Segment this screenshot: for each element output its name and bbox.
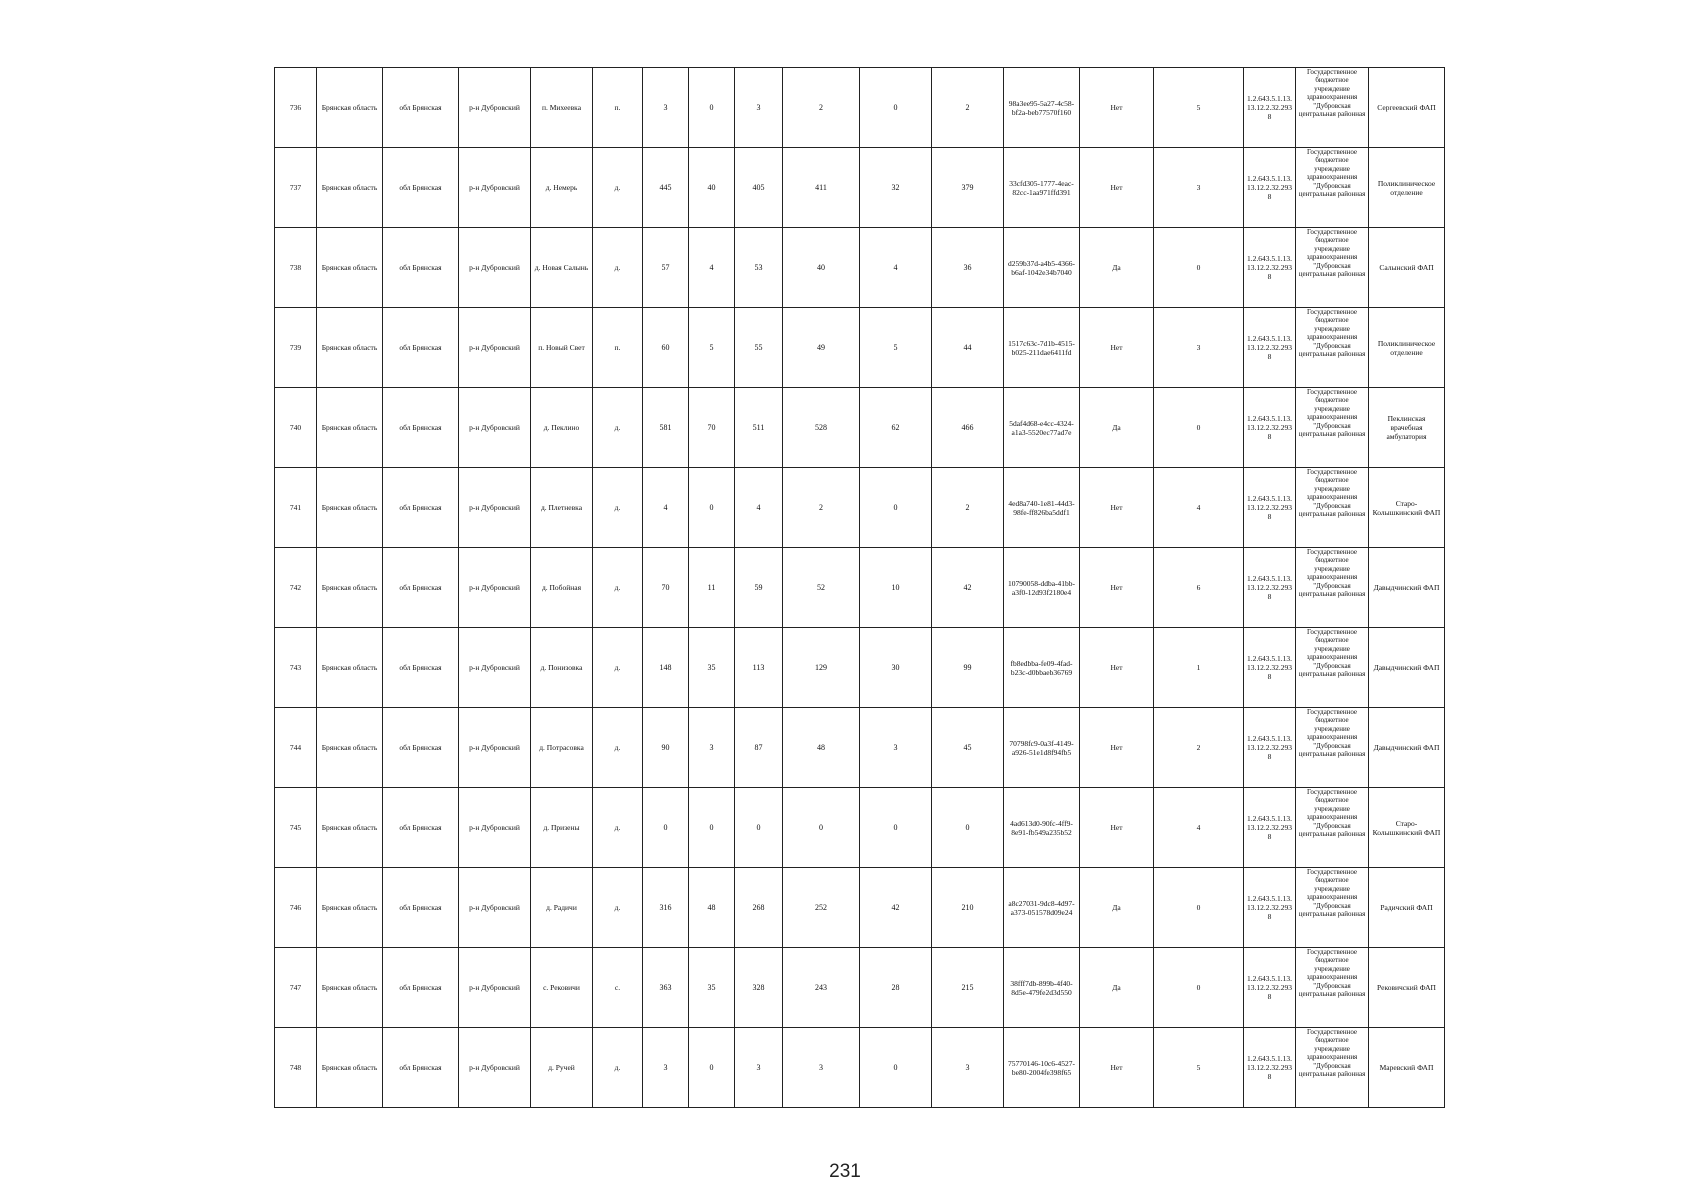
cell-attached-children: 28 [860,948,932,1028]
cell-distance: 1 [1154,628,1244,708]
cell-attached-total: 2 [783,468,860,548]
cell-population-adults: 3 [735,1028,783,1108]
cell-district: р-н Дубровский [459,388,531,468]
cell-attached-adults: 0 [932,788,1004,868]
table-row [275,788,1445,868]
cell-distance: 4 [1154,788,1244,868]
cell-organization: Государственное бюджетное учреждение здравоохранения "Дубровская центральная районная [1296,628,1369,708]
cell-population-total: 3 [643,1028,689,1108]
cell-population-children: 0 [689,468,735,548]
cell-row-number: 748 [275,1028,317,1108]
cell-region: Брянская область [317,1028,383,1108]
cell-district: р-н Дубровский [459,68,531,148]
cell-attached-total: 52 [783,548,860,628]
table-row [275,1028,1445,1108]
cell-settlement-type: д. [593,148,643,228]
cell-attached-adults: 45 [932,708,1004,788]
cell-attached-adults: 99 [932,628,1004,708]
cell-population-adults: 4 [735,468,783,548]
cell-population-children: 3 [689,708,735,788]
table-row [275,868,1445,948]
cell-fias-guid: 38fff7db-899b-4f40-8d5e-479fe2d3d550 [1004,948,1080,1028]
table-row [275,388,1445,468]
cell-attached-children: 32 [860,148,932,228]
cell-region-short: обл Брянская [383,148,459,228]
cell-settlement-type: д. [593,788,643,868]
cell-population-adults: 55 [735,308,783,388]
cell-has-facility: Да [1080,388,1154,468]
cell-region-short: обл Брянская [383,788,459,868]
cell-population-total: 581 [643,388,689,468]
cell-region: Брянская область [317,788,383,868]
cell-organization: Государственное бюджетное учреждение здравоохранения "Дубровская центральная районная [1296,148,1369,228]
table-row [275,708,1445,788]
cell-population-total: 70 [643,548,689,628]
cell-population-adults: 328 [735,948,783,1028]
cell-fias-guid: 1517c63c-7d1b-4515-b025-211dae6411fd [1004,308,1080,388]
table-row [275,468,1445,548]
cell-distance: 0 [1154,948,1244,1028]
cell-attached-children: 0 [860,468,932,548]
cell-attached-total: 243 [783,948,860,1028]
cell-fias-guid: 75770146-10c6-4527-be80-2004fe398f65 [1004,1028,1080,1108]
cell-attached-adults: 379 [932,148,1004,228]
cell-distance: 5 [1154,68,1244,148]
cell-region: Брянская область [317,548,383,628]
cell-settlement-type: д. [593,388,643,468]
cell-facility-name: Давыдчинский ФАП [1369,708,1445,788]
cell-has-facility: Нет [1080,148,1154,228]
cell-population-children: 5 [689,308,735,388]
cell-row-number: 738 [275,228,317,308]
cell-facility-name: Поликлиническое отделение [1369,148,1445,228]
cell-attached-adults: 3 [932,1028,1004,1108]
cell-attached-adults: 44 [932,308,1004,388]
cell-population-total: 148 [643,628,689,708]
cell-has-facility: Нет [1080,548,1154,628]
cell-population-total: 90 [643,708,689,788]
cell-row-number: 741 [275,468,317,548]
cell-distance: 5 [1154,1028,1244,1108]
cell-attached-children: 0 [860,788,932,868]
cell-facility-name: Старо-Колышкинский ФАП [1369,468,1445,548]
cell-attached-adults: 215 [932,948,1004,1028]
cell-population-adults: 3 [735,68,783,148]
cell-population-children: 4 [689,228,735,308]
cell-settlement-type: д. [593,1028,643,1108]
cell-attached-adults: 2 [932,68,1004,148]
table-row [275,628,1445,708]
cell-population-adults: 268 [735,868,783,948]
cell-population-total: 363 [643,948,689,1028]
cell-population-children: 48 [689,868,735,948]
cell-facility-oid: 1.2.643.5.1.13.13.12.2.32.2938 [1244,628,1296,708]
cell-attached-children: 30 [860,628,932,708]
cell-attached-total: 0 [783,788,860,868]
cell-settlement: д. Радичи [531,868,593,948]
cell-attached-total: 411 [783,148,860,228]
cell-organization: Государственное бюджетное учреждение здравоохранения "Дубровская центральная районная [1296,948,1369,1028]
cell-attached-total: 49 [783,308,860,388]
cell-attached-children: 0 [860,68,932,148]
cell-region-short: обл Брянская [383,388,459,468]
cell-organization: Государственное бюджетное учреждение здравоохранения "Дубровская центральная районная [1296,468,1369,548]
cell-population-children: 35 [689,948,735,1028]
cell-region-short: обл Брянская [383,308,459,388]
cell-attached-children: 5 [860,308,932,388]
cell-organization: Государственное бюджетное учреждение здравоохранения "Дубровская центральная районная [1296,228,1369,308]
table-row [275,948,1445,1028]
cell-distance: 0 [1154,868,1244,948]
cell-population-adults: 0 [735,788,783,868]
cell-row-number: 746 [275,868,317,948]
cell-attached-total: 528 [783,388,860,468]
cell-district: р-н Дубровский [459,1028,531,1108]
cell-row-number: 747 [275,948,317,1028]
cell-organization: Государственное бюджетное учреждение здравоохранения "Дубровская центральная районная [1296,788,1369,868]
cell-facility-name: Давыдчинский ФАП [1369,628,1445,708]
cell-settlement: с. Рековичи [531,948,593,1028]
cell-attached-total: 129 [783,628,860,708]
cell-region: Брянская область [317,228,383,308]
cell-attached-total: 252 [783,868,860,948]
cell-facility-name: Сергеевский ФАП [1369,68,1445,148]
cell-population-adults: 53 [735,228,783,308]
cell-region: Брянская область [317,468,383,548]
cell-region: Брянская область [317,388,383,468]
cell-settlement: д. Ручей [531,1028,593,1108]
cell-organization: Государственное бюджетное учреждение здравоохранения "Дубровская центральная районная [1296,708,1369,788]
cell-organization: Государственное бюджетное учреждение здравоохранения "Дубровская центральная районная [1296,1028,1369,1108]
cell-has-facility: Нет [1080,468,1154,548]
cell-settlement-type: д. [593,468,643,548]
cell-row-number: 745 [275,788,317,868]
cell-facility-oid: 1.2.643.5.1.13.13.12.2.32.2938 [1244,468,1296,548]
cell-facility-oid: 1.2.643.5.1.13.13.12.2.32.2938 [1244,308,1296,388]
cell-distance: 6 [1154,548,1244,628]
cell-distance: 0 [1154,388,1244,468]
cell-district: р-н Дубровский [459,628,531,708]
cell-attached-children: 3 [860,708,932,788]
cell-settlement: д. Плетневка [531,468,593,548]
cell-facility-oid: 1.2.643.5.1.13.13.12.2.32.2938 [1244,708,1296,788]
cell-attached-total: 2 [783,68,860,148]
cell-region-short: обл Брянская [383,68,459,148]
cell-region-short: обл Брянская [383,948,459,1028]
cell-population-children: 70 [689,388,735,468]
cell-population-total: 0 [643,788,689,868]
cell-facility-oid: 1.2.643.5.1.13.13.12.2.32.2938 [1244,788,1296,868]
cell-has-facility: Нет [1080,308,1154,388]
cell-region-short: обл Брянская [383,868,459,948]
cell-population-total: 445 [643,148,689,228]
cell-facility-name: Давыдчинский ФАП [1369,548,1445,628]
cell-district: р-н Дубровский [459,548,531,628]
cell-settlement: д. Пеклино [531,388,593,468]
cell-facility-oid: 1.2.643.5.1.13.13.12.2.32.2938 [1244,548,1296,628]
cell-region-short: обл Брянская [383,1028,459,1108]
cell-facility-oid: 1.2.643.5.1.13.13.12.2.32.2938 [1244,1028,1296,1108]
cell-row-number: 737 [275,148,317,228]
table-row [275,228,1445,308]
cell-fias-guid: 33cfd305-1777-4eac-82cc-1aa971ffd391 [1004,148,1080,228]
cell-organization: Государственное бюджетное учреждение здравоохранения "Дубровская центральная районная [1296,548,1369,628]
cell-population-children: 0 [689,68,735,148]
cell-has-facility: Нет [1080,708,1154,788]
cell-fias-guid: 10790058-ddba-41bb-a3f0-12d93f2180e4 [1004,548,1080,628]
cell-settlement: д. Потрасовка [531,708,593,788]
cell-facility-name: Салынский ФАП [1369,228,1445,308]
cell-region: Брянская область [317,148,383,228]
cell-distance: 4 [1154,468,1244,548]
cell-settlement: д. Немерь [531,148,593,228]
cell-row-number: 743 [275,628,317,708]
cell-facility-oid: 1.2.643.5.1.13.13.12.2.32.2938 [1244,228,1296,308]
cell-organization: Государственное бюджетное учреждение здравоохранения "Дубровская центральная районная [1296,308,1369,388]
cell-has-facility: Да [1080,868,1154,948]
cell-population-children: 0 [689,788,735,868]
cell-population-adults: 113 [735,628,783,708]
table-body [275,68,1445,1108]
cell-region-short: обл Брянская [383,228,459,308]
cell-region: Брянская область [317,68,383,148]
cell-district: р-н Дубровский [459,228,531,308]
settlement-register-table [274,67,1445,1108]
cell-fias-guid: fb8edbba-fe09-4fad-b23c-d0bbaeb36769 [1004,628,1080,708]
cell-row-number: 736 [275,68,317,148]
cell-organization: Государственное бюджетное учреждение здравоохранения "Дубровская центральная районная [1296,388,1369,468]
cell-row-number: 740 [275,388,317,468]
cell-settlement: п. Новый Свет [531,308,593,388]
cell-region: Брянская область [317,868,383,948]
cell-attached-adults: 36 [932,228,1004,308]
cell-settlement: д. Понизовка [531,628,593,708]
cell-attached-adults: 42 [932,548,1004,628]
cell-attached-children: 4 [860,228,932,308]
cell-district: р-н Дубровский [459,308,531,388]
cell-region: Брянская область [317,708,383,788]
cell-population-total: 316 [643,868,689,948]
cell-settlement: п. Михеевка [531,68,593,148]
cell-population-adults: 511 [735,388,783,468]
table-row [275,148,1445,228]
cell-settlement: д. Побойная [531,548,593,628]
cell-distance: 3 [1154,308,1244,388]
cell-population-total: 3 [643,68,689,148]
cell-has-facility: Нет [1080,788,1154,868]
cell-district: р-н Дубровский [459,868,531,948]
cell-attached-total: 40 [783,228,860,308]
cell-facility-name: Пеклинская врачебная амбулатория [1369,388,1445,468]
cell-district: р-н Дубровский [459,468,531,548]
cell-region-short: обл Брянская [383,468,459,548]
cell-facility-oid: 1.2.643.5.1.13.13.12.2.32.2938 [1244,868,1296,948]
cell-population-total: 60 [643,308,689,388]
cell-population-children: 0 [689,1028,735,1108]
cell-fias-guid: 98a3ee95-5a27-4c58-bf2a-beb77570f160 [1004,68,1080,148]
cell-settlement-type: д. [593,628,643,708]
cell-fias-guid: 5daf4d68-e4cc-4324-a1a3-5520ec77ad7e [1004,388,1080,468]
cell-has-facility: Нет [1080,68,1154,148]
cell-settlement-type: д. [593,708,643,788]
cell-settlement-type: п. [593,308,643,388]
cell-settlement-type: д. [593,868,643,948]
cell-fias-guid: a8c27031-9dc8-4d97-a373-051578d09e24 [1004,868,1080,948]
cell-settlement: д. Новая Салынь [531,228,593,308]
cell-row-number: 742 [275,548,317,628]
register-table-container [274,67,1445,1108]
cell-has-facility: Да [1080,228,1154,308]
cell-region-short: обл Брянская [383,548,459,628]
cell-distance: 3 [1154,148,1244,228]
cell-population-total: 57 [643,228,689,308]
cell-region: Брянская область [317,948,383,1028]
cell-attached-adults: 2 [932,468,1004,548]
cell-population-adults: 405 [735,148,783,228]
cell-distance: 0 [1154,228,1244,308]
cell-has-facility: Нет [1080,1028,1154,1108]
cell-facility-name: Поликлиническое отделение [1369,308,1445,388]
cell-facility-name: Старо-Колышкинский ФАП [1369,788,1445,868]
cell-population-children: 35 [689,628,735,708]
cell-population-adults: 87 [735,708,783,788]
cell-population-adults: 59 [735,548,783,628]
cell-settlement-type: д. [593,548,643,628]
cell-population-total: 4 [643,468,689,548]
cell-has-facility: Да [1080,948,1154,1028]
cell-district: р-н Дубровский [459,708,531,788]
cell-attached-total: 48 [783,708,860,788]
cell-attached-children: 42 [860,868,932,948]
table-row [275,68,1445,148]
cell-organization: Государственное бюджетное учреждение здравоохранения "Дубровская центральная районная [1296,68,1369,148]
cell-settlement-type: с. [593,948,643,1028]
table-row [275,548,1445,628]
cell-fias-guid: 4ad613d0-90fc-4ff9-8e91-fb549a235b52 [1004,788,1080,868]
cell-population-children: 11 [689,548,735,628]
cell-distance: 2 [1154,708,1244,788]
cell-population-children: 40 [689,148,735,228]
cell-attached-children: 62 [860,388,932,468]
cell-facility-oid: 1.2.643.5.1.13.13.12.2.32.2938 [1244,388,1296,468]
cell-row-number: 739 [275,308,317,388]
cell-facility-name: Радичский ФАП [1369,868,1445,948]
cell-region-short: обл Брянская [383,708,459,788]
cell-attached-children: 10 [860,548,932,628]
cell-facility-oid: 1.2.643.5.1.13.13.12.2.32.2938 [1244,148,1296,228]
page-number: 231 [829,1161,861,1182]
cell-attached-children: 0 [860,1028,932,1108]
cell-fias-guid: 4ed8a740-1e81-44d3-98fe-ff826ba5ddf1 [1004,468,1080,548]
cell-attached-adults: 466 [932,388,1004,468]
cell-district: р-н Дубровский [459,148,531,228]
cell-region: Брянская область [317,628,383,708]
cell-fias-guid: d259b37d-a4b5-4366-b6af-1042e34b7040 [1004,228,1080,308]
cell-facility-oid: 1.2.643.5.1.13.13.12.2.32.2938 [1244,948,1296,1028]
cell-settlement: д. Призены [531,788,593,868]
cell-district: р-н Дубровский [459,788,531,868]
table-row [275,308,1445,388]
cell-attached-adults: 210 [932,868,1004,948]
cell-facility-name: Маревский ФАП [1369,1028,1445,1108]
cell-row-number: 744 [275,708,317,788]
cell-attached-total: 3 [783,1028,860,1108]
cell-settlement-type: д. [593,228,643,308]
cell-district: р-н Дубровский [459,948,531,1028]
cell-fias-guid: 70798fc9-0a3f-4149-a926-51e1d8f94fb5 [1004,708,1080,788]
cell-facility-name: Рековичский ФАП [1369,948,1445,1028]
cell-facility-oid: 1.2.643.5.1.13.13.12.2.32.2938 [1244,68,1296,148]
cell-has-facility: Нет [1080,628,1154,708]
cell-settlement-type: п. [593,68,643,148]
cell-region: Брянская область [317,308,383,388]
cell-organization: Государственное бюджетное учреждение здравоохранения "Дубровская центральная районная [1296,868,1369,948]
cell-region-short: обл Брянская [383,628,459,708]
